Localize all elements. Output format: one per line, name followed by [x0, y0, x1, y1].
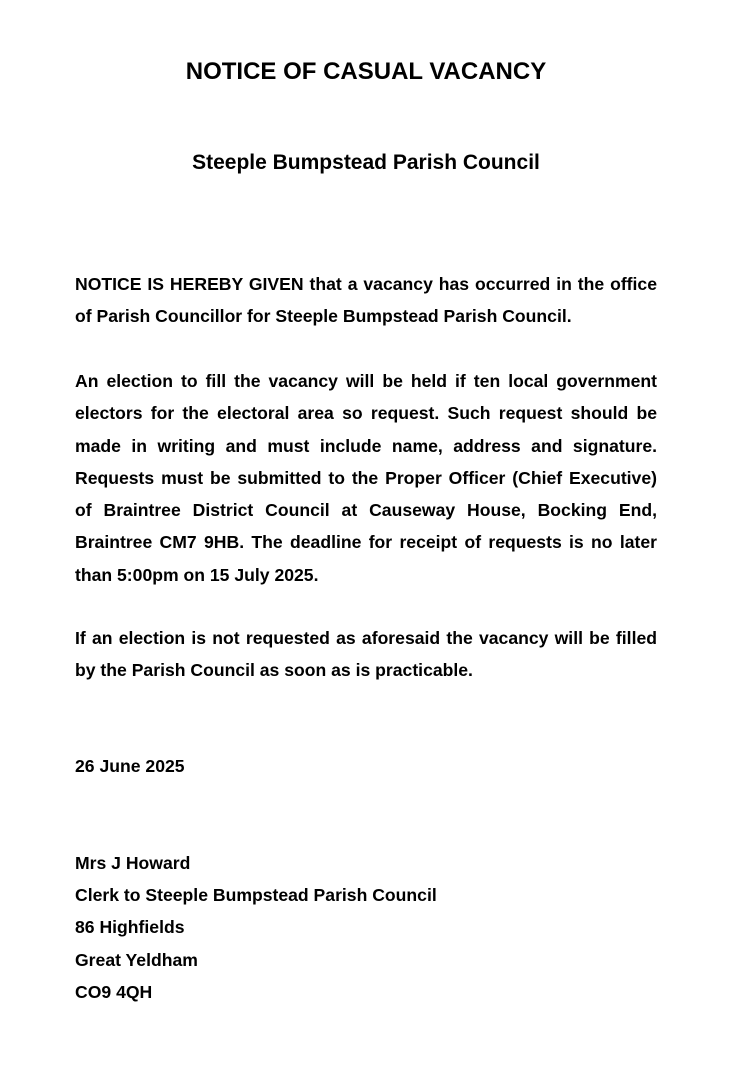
- notice-paragraph-fill: If an election is not requested as aforesaid the vacancy will be filled by the Parish Council as soon as is practicable.: [75, 628, 657, 681]
- notice-lead-text: NOTICE IS HEREBY GIVEN: [75, 274, 304, 294]
- page-title: NOTICE OF CASUAL VACANCY: [185, 58, 547, 85]
- council-heading: Steeple Bumpstead Parish Council: [192, 151, 540, 174]
- signatory-name: Mrs J Howard: [75, 853, 191, 873]
- signatory-role: Clerk to Steeple Bumpstead Parish Council: [75, 885, 437, 905]
- notice-date: 26 June 2025: [75, 756, 185, 776]
- address-line-2: Great Yeldham: [75, 950, 198, 970]
- notice-paragraph-vacancy: [75, 268, 657, 333]
- notice-paragraph-election: An election to fill the vacancy will be held if ten local government electors for the electoral area so request. Such request should be made in writing and must include name, address and signature. Requests must be submitted to the Proper Officer (Chief Executive) of Braintree District Council at Causeway House, Bocking End, Braintree CM7 9HB. The deadline for receipt of requests is no later than 5:00pm on 15 July 2025.: [75, 371, 657, 585]
- notice-body-text: that a vacancy has occurred in the office of Parish Councillor for Steeple Bumpstead Parish Council.: [75, 274, 657, 327]
- address-line-1: 86 Highfields: [75, 917, 185, 937]
- address-postcode: CO9 4QH: [75, 982, 153, 1002]
